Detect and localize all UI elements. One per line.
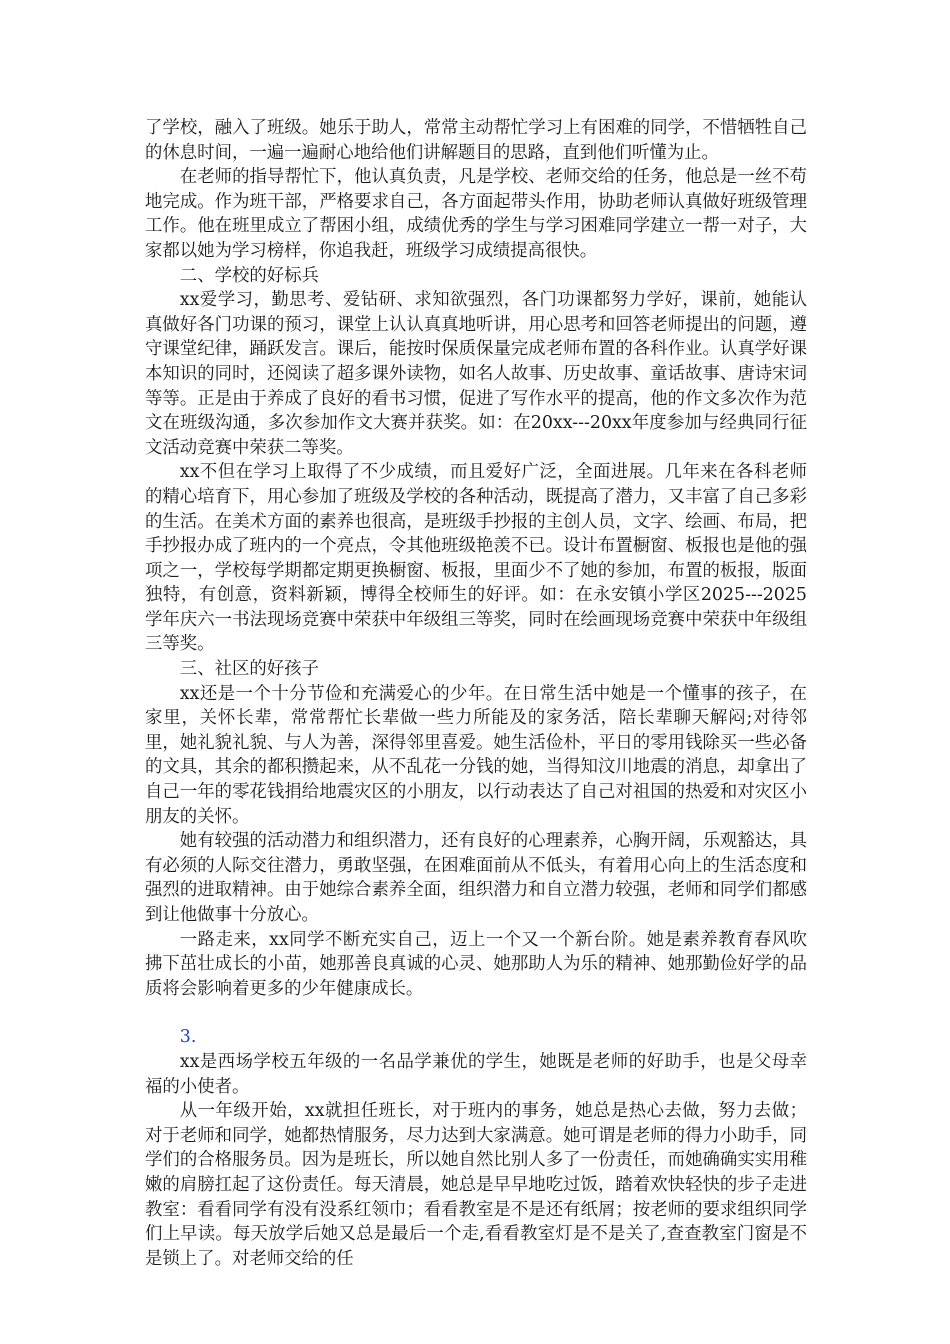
paragraph: xx还是一个十分节俭和充满爱心的少年。在日常生活中她是一个懂事的孩子，在家里，关怀长辈，常常帮忙长辈做一些力所能及的家务活，陪长辈聊天解闷;对待邻里，她礼貌礼貌、与人为善，深得邻里喜爱。她生活俭朴，平日的零用钱除买一些必备的文具，其余的都积攒起来，从不乱花一分钱的她，当得知汶川地震的消息，却拿出了自己一年的零花钱捐给地震灾区的小朋友，以行动表达了自己对祖国的热爱和对灾区小朋友的关怀。 (145, 683, 807, 827)
paragraph: 了学校，融入了班级。她乐于助人，常常主动帮忙学习上有困难的同学，不惜牺牲自己的休息时间，一遍一遍耐心地给他们讲解题目的思路，直到他们听懂为止。 (145, 118, 807, 163)
paragraph: 从一年级开始，xx就担任班长，对于班内的事务，她总是热心去做，努力去做；对于老师和同学，她都热情服务，尽力达到大家满意。她可谓是老师的得力小助手，同学们的合格服务员。因为是班长，所以她自然比别人多了一份责任，而她确确实实用稚嫩的肩膀扛起了这份责任。每天清晨，她总是早早地吃过饭，踏着欢快轻快的步子走进教室：看看同学有没有没系红领巾；看看教室是不是还有纸屑；按老师的要求组织同学们上早读。每天放学后她又总是最后一个走,看看教室灯是不是关了,查查教室门窗是不是锁上了。对老师交给的任 (145, 1101, 807, 1269)
paragraph: 她有较强的活动潜力和组织潜力，还有良好的心理素养，心胸开阔，乐观豁达，具有必须的人际交往潜力，勇敢坚强，在困难面前从不低头，有着用心向上的生活态度和强烈的进取精神。由于她综合素养全面，组织潜力和自立潜力较强，老师和同学们都感到让他做事十分放心。 (145, 831, 807, 925)
paragraph: 一路走来，xx同学不断充实自己，迈上一个又一个新台阶。她是素养教育春风吹拂下茁壮成长的小苗，她那善良真诚的心灵、她那助人为乐的精神、她那勤俭好学的品质将会影响着更多的少年健康成长。 (145, 929, 807, 999)
paragraph: xx爱学习，勤思考、爱钻研、求知欲强烈，各门功课都努力学好，课前，她能认真做好各门功课的预习，课堂上认认真真地听讲，用心思考和回答老师提出的问题，遵守课堂纪律，踊跃发言。课后，能按时保质保量完成老师布置的各科作业。认真学好课本知识的同时，还阅读了超多课外读物，如名人故事、历史故事、童话故事、唐诗宋词等等。正是由于养成了良好的看书习惯，促进了写作水平的提高，他的作文多次作为范文在班级沟通，多次参加作文大赛并获奖。如：在20xx---20xx年度参加与经典同行征文活动竞赛中荣获二等奖。 (145, 290, 807, 458)
paragraph: xx不但在学习上取得了不少成绩，而且爱好广泛，全面进展。几年来在各科老师的精心培育下，用心参加了班级及学校的各种活动，既提高了潜力，又丰富了自己多彩的生活。在美术方面的素养也很高，是班级手抄报的主创人员，文字、绘画、布局，把手抄报办成了班内的一个亮点，令其他班级艳羡不已。设计布置橱窗、板报也是他的强项之一，学校每学期都定期更换橱窗、板报，里面少不了她的参加，布置的板报，版面独特，有创意，资料新颖，博得全校师生的好评。如：在永安镇小学区2025---2025学年庆六一书法现场竞赛中荣获中年级组三等奖，同时在绘画现场竞赛中荣获中年级组三等奖。 (145, 462, 807, 655)
spacer (145, 1001, 807, 1025)
section-number: 3. (179, 1027, 197, 1048)
section-heading: 二、学校的好标兵 (179, 265, 319, 286)
section-heading: 三、社区的好孩子 (179, 659, 319, 680)
document-body (145, 116, 807, 1271)
paragraph: xx是西场学校五年级的一名品学兼优的学生，她既是老师的好助手，也是父母幸福的小使者。 (145, 1051, 807, 1097)
paragraph: 在老师的指导帮忙下，他认真负责，凡是学校、老师交给的任务，他总是一丝不苟地完成。作为班干部，严格要求自己，各方面起带头作用，协助老师认真做好班级管理工作。他在班里成立了帮困小组，成绩优秀的学生与学习困难同学建立一帮一对子，大家都以她为学习榜样，你追我赶，班级学习成绩提高很快。 (145, 167, 807, 261)
